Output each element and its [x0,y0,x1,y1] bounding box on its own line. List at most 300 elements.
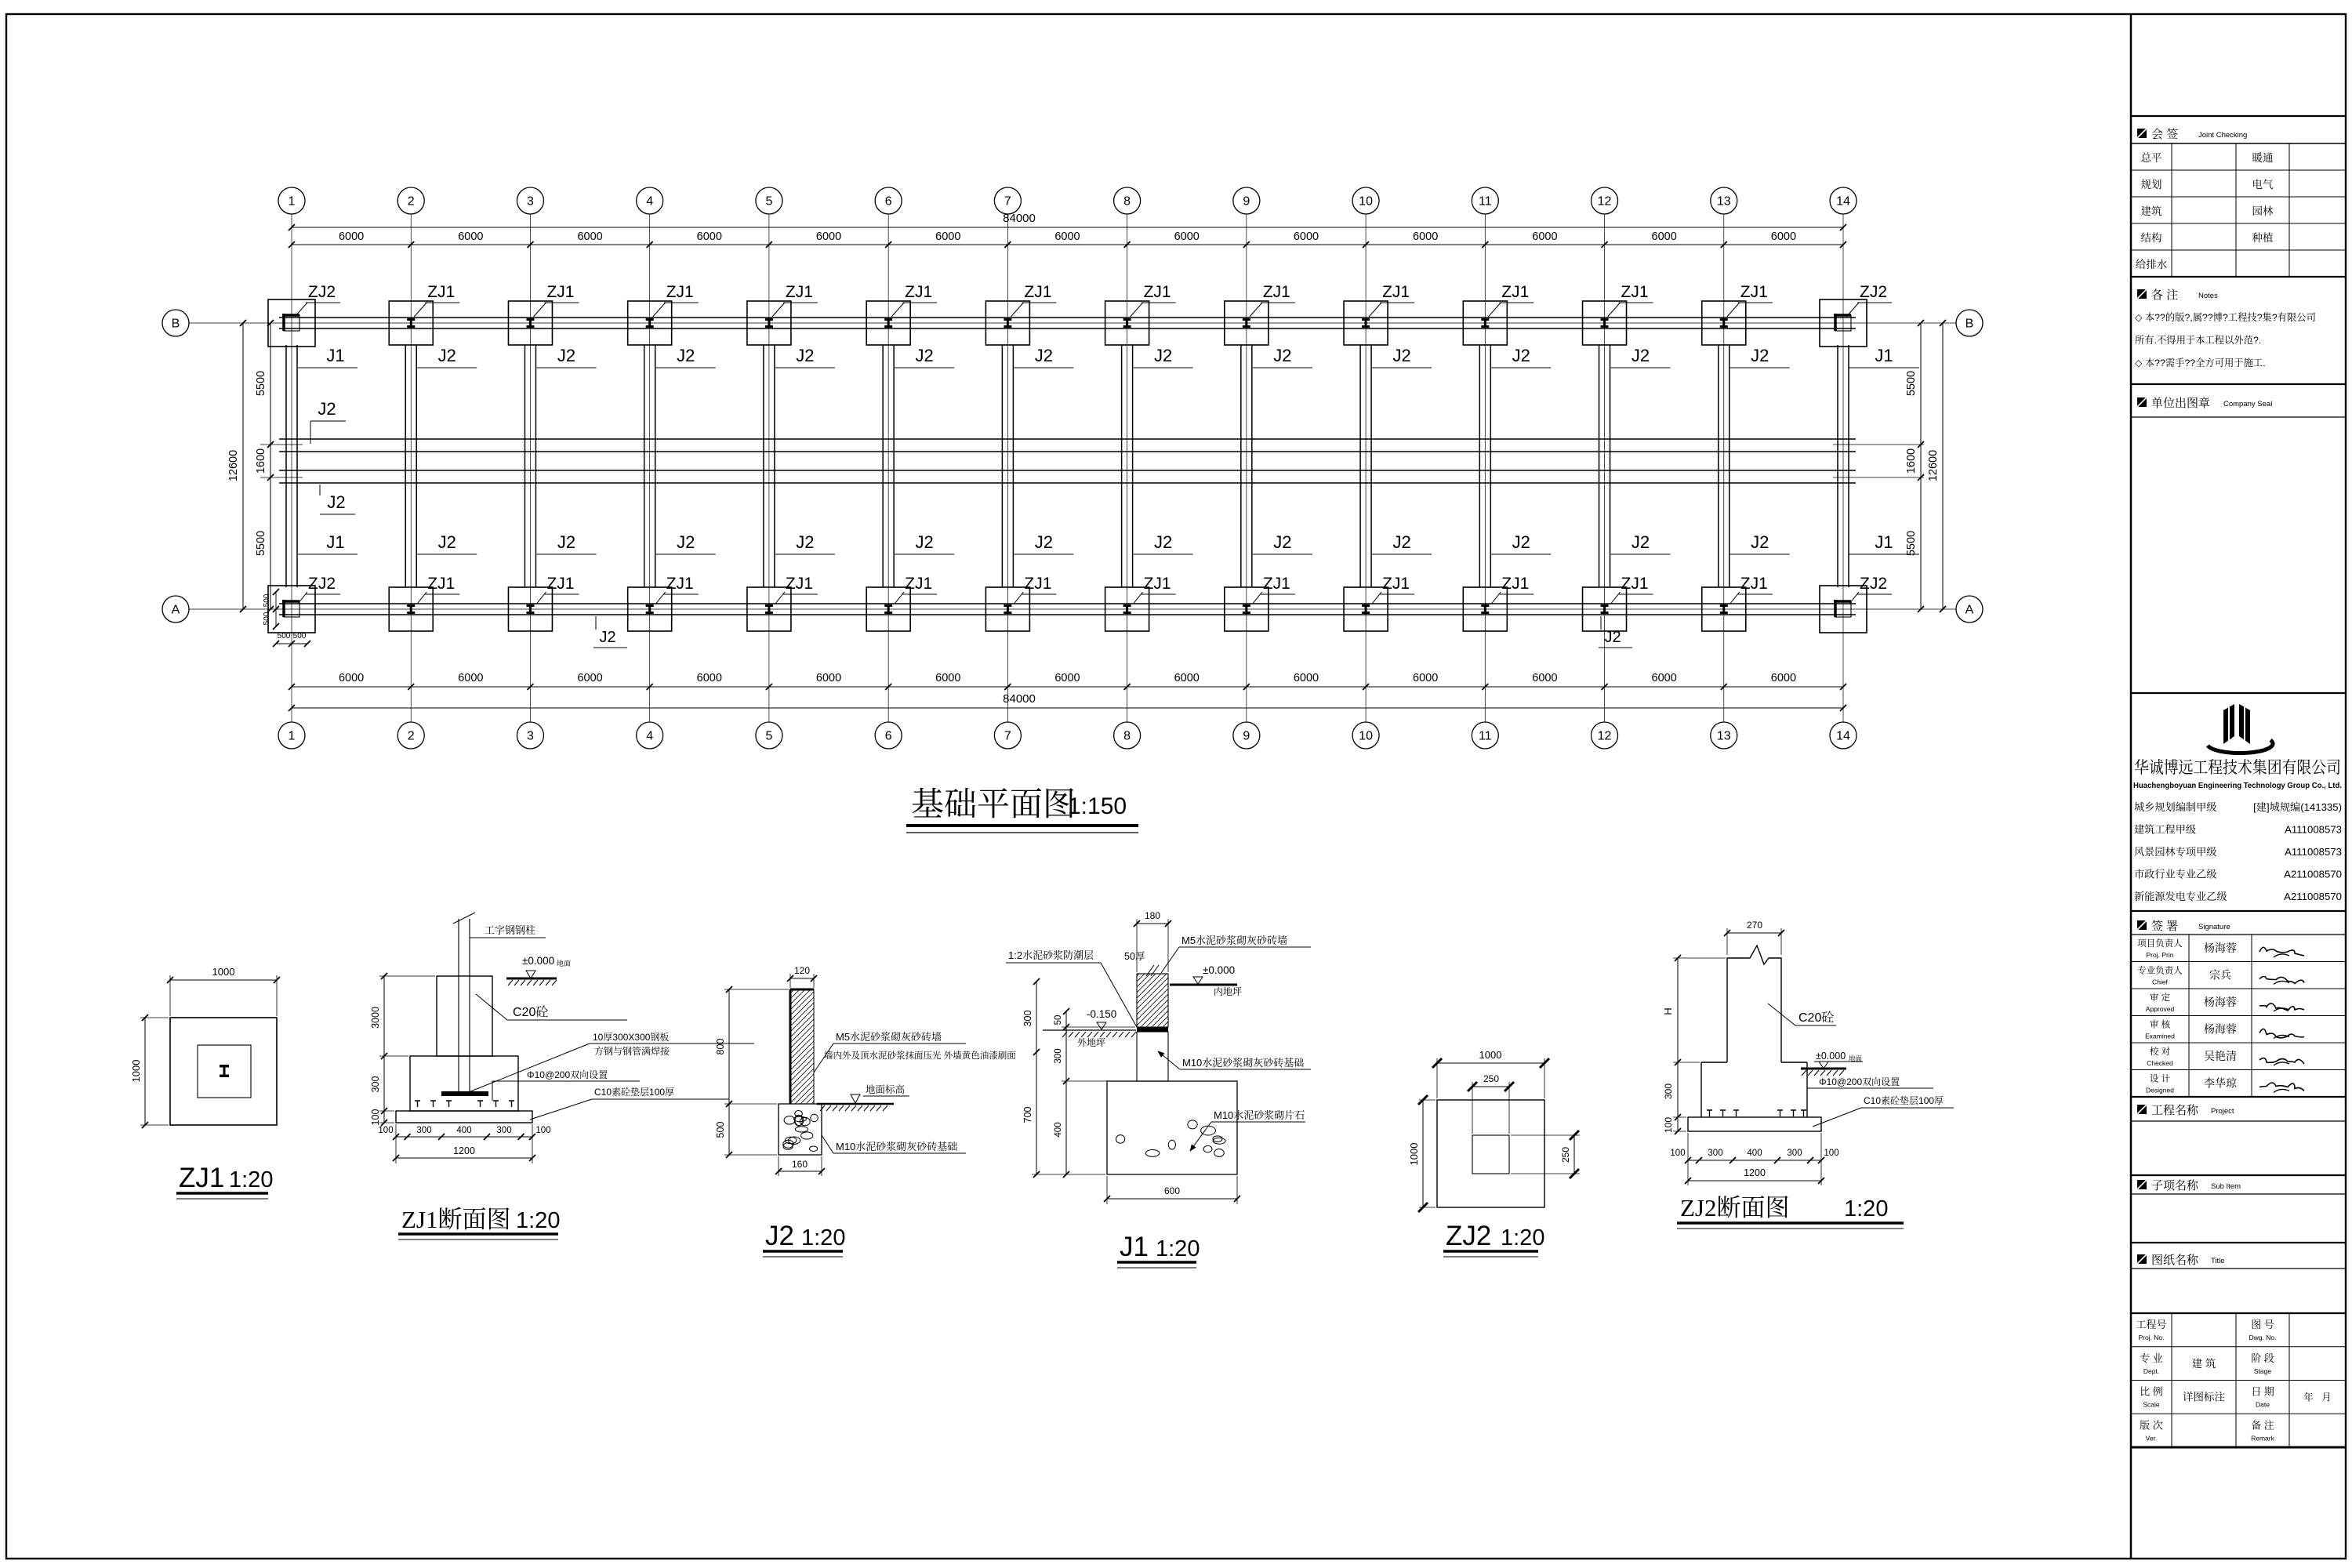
zj2s-bdim-2: 400 [1747,1149,1762,1158]
svg-text:500: 500 [263,593,271,608]
header-seal [2137,396,2272,410]
grid-bubble [1711,722,1737,749]
svg-text:14: 14 [1836,194,1850,209]
label-strip: J2 [1034,532,1054,552]
zj1s-title-scale: 1:20 [516,1208,561,1233]
dim-bay-top: 6000 [458,230,484,243]
label-strip: J2 [1751,532,1769,552]
dim-bay-bottom: 6000 [696,672,722,684]
zj2s-bdim-0: 100 [1670,1149,1686,1158]
zj2s-ann-rebar: Φ10@200双向设置 [1819,1076,1900,1087]
grid-bubble [1592,722,1618,749]
svg-text:1600: 1600 [1905,448,1918,474]
svg-text:签 署: 签 署 [2151,920,2179,933]
label-strip: J2 [1273,532,1292,552]
grid-bubble [1233,187,1260,214]
label-footing: ZJ2 [1860,283,1888,301]
zj2p-title-scale: 1:20 [1501,1225,1545,1250]
label-strip: J1 [326,346,345,365]
dim-bay-bottom: 6000 [935,672,961,684]
qualification-name: 风景园林专项甲级 [2134,846,2217,858]
label-strip: J2 [915,346,934,365]
zj1s-bdim-0: 100 [378,1126,394,1135]
grid-bubble [278,187,305,214]
j1-ann-dpc: 1:2水泥砂浆防潮层 [1008,949,1094,961]
dim-bay-bottom: 6000 [1174,672,1200,684]
dim-bay-top: 6000 [1293,230,1319,243]
j1-dimo-700: 700 [1022,1106,1033,1123]
svg-text:11: 11 [1479,194,1492,209]
label-strip: J1 [1875,532,1893,552]
zj1s-ann-rebar: Φ10@200双向设置 [527,1069,608,1080]
signature-script [2259,1004,2304,1011]
info-label-cn: 比 例 [2140,1385,2163,1398]
svg-text:12600: 12600 [1927,449,1940,482]
joint-check-label: 园林 [2252,205,2274,217]
joint-check-label: 总平 [2140,152,2162,164]
label-corridor: J2 [318,399,336,419]
joint-check-label: 结构 [2140,232,2162,244]
svg-text:Notes: Notes [2198,292,2218,300]
header-signature [2137,920,2230,933]
grid-bubble [278,722,305,749]
notes-line: ◇ 本??的版?,属??博?工程技?集?有限公司 [2135,312,2316,323]
zj2p-dim-w: 1000 [1479,1049,1502,1061]
qualification-code: A211008570 [2284,868,2342,880]
signature-role-en: Designed [2146,1086,2174,1094]
svg-text:11: 11 [1479,729,1492,743]
signature-script [2259,1029,2304,1037]
notes-line: 所有.不得用于本工程以外范?. [2135,335,2262,346]
svg-text:5: 5 [765,729,773,743]
j1-dimi-50: 50 [1054,1014,1063,1025]
svg-text:6: 6 [884,729,892,743]
zj1s-bdim-4: 100 [535,1126,551,1135]
label-strip: J1 [1875,346,1893,365]
zj1s-bdim-2: 400 [456,1126,472,1135]
label-footing: ZJ1 [546,575,575,593]
svg-text:500: 500 [263,612,271,626]
svg-text:1600: 1600 [255,448,267,474]
grid-bubble [162,596,189,622]
svg-text:各 注: 各 注 [2151,289,2179,302]
signature-role-en: Chief [2152,978,2168,986]
dim-bay-bottom: 6000 [1651,672,1677,684]
grid-bubble [994,722,1021,749]
svg-text:子项名称: 子项名称 [2151,1179,2199,1192]
signature-name: 杨海蓉 [2204,996,2237,1008]
label-strip: J2 [1392,532,1411,552]
label-strip: J2 [1751,346,1769,365]
label-footing: ZJ1 [1382,575,1410,593]
sheet-border [6,14,2346,1559]
info-label-cn: 备 注 [2251,1419,2274,1432]
info-label-en: Proj. No. [2138,1334,2165,1341]
svg-text:9: 9 [1243,194,1250,209]
grid-bubble [756,187,782,214]
grid-bubble [1592,187,1618,214]
info-label-cn: 阶 段 [2251,1352,2274,1364]
label-footing: ZJ2 [1860,575,1888,593]
label-footing: ZJ1 [1621,283,1649,301]
dim-bay-bottom: 6000 [338,672,365,684]
j1-ann-stone: M10水泥砂浆砌片石 [1214,1109,1305,1121]
svg-text:Sub Item: Sub Item [2211,1182,2241,1191]
grid-bubble [1956,310,1983,336]
j1-title-scale: 1:20 [1156,1236,1200,1261]
label-footing: ZJ1 [1740,575,1768,593]
label-footing: ZJ1 [666,283,694,301]
signature-role-en: Checked [2147,1059,2173,1067]
label-strip: J1 [326,532,345,552]
dim-bay-top: 6000 [1174,230,1200,243]
qualification-name: 新能源发电专业乙级 [2134,891,2227,902]
label-strip: J2 [796,346,815,365]
grid-bubble [1711,187,1737,214]
j2-ann-wall: M5水泥砂浆砌灰砂砖墙 [836,1031,942,1043]
svg-text:5500: 5500 [1905,530,1918,557]
qualification-code: A111008573 [2285,846,2342,858]
label-strip: J2 [1631,346,1650,365]
detail-zj1-section [370,913,754,1240]
info-label-en: Ver. [2145,1434,2158,1443]
grid-bubble [1233,722,1260,749]
j2-ann-wall2: 墙内外及顶水泥砂浆抹面压光 外墙黄色油漆刷面 [824,1051,1016,1061]
j1-ann-50: 50厚 [1124,951,1145,962]
signature-role-en: Approved [2145,1005,2175,1013]
info-label-en: Stage [2253,1367,2272,1375]
label-strip: J2 [1273,346,1292,365]
zj2s-ann-c20: C20砼 [1798,1011,1835,1025]
label-footing: ZJ1 [1740,283,1768,301]
zj1s-dim-300: 300 [370,1076,381,1093]
company-logo-icon [2208,704,2273,753]
qualification-name: 市政行业专业乙级 [2134,868,2217,880]
zj2s-dim-top: 270 [1746,920,1763,931]
label-footing: ZJ1 [546,283,575,301]
info-value: 建 筑 [2191,1357,2216,1370]
svg-text:3: 3 [527,729,534,743]
dim-bay-top: 6000 [1413,230,1439,243]
dim-bay-top: 6000 [1651,230,1677,243]
label-footing: ZJ1 [1143,283,1171,301]
dim-bay-top: 6000 [577,230,603,243]
svg-text:500: 500 [292,632,307,641]
zj1s-ann-plate2: 方钢与钢管满焊接 [594,1046,670,1057]
qualification-code: A111008573 [2285,823,2342,836]
qualification-name: 建筑工程甲级 [2134,823,2197,836]
grid-bubble [397,722,424,749]
dim-bay-bottom: 6000 [1532,672,1558,684]
info-label-cn: 版 次 [2140,1419,2163,1432]
j1-ann-wall: M5水泥砂浆砌灰砂砖墙 [1181,935,1288,946]
zj2s-dim-100: 100 [1663,1116,1674,1134]
signature-role-en: Examined [2145,1032,2175,1040]
signature-name: 李华琼 [2204,1076,2237,1090]
zj1s-dim-3000: 3000 [370,1007,381,1029]
j1-dimo-300: 300 [1022,1010,1033,1027]
svg-text:工程名称: 工程名称 [2151,1104,2199,1117]
info-label-en: Remark [2251,1434,2274,1443]
label-strip: J2 [1392,346,1411,365]
zj2s-ann-level: ±0.000 [1816,1051,1846,1062]
grid-bubble [1472,187,1498,214]
svg-text:1: 1 [288,729,296,743]
info-label-en: Scale [2143,1400,2160,1409]
zj2s-ann-level-suffix: 地面 [1849,1054,1863,1062]
label-footing: ZJ1 [427,283,456,301]
svg-text:12600: 12600 [227,449,240,482]
svg-text:B: B [171,317,180,331]
joint-check-label: 暖通 [2252,152,2274,164]
svg-text:12: 12 [1597,729,1612,743]
svg-text:9: 9 [1243,729,1250,743]
company-name-cn: 华诚博远工程技术集团有限公司 [2134,758,2341,777]
joint-check-label: 给排水 [2135,259,2168,270]
j2-dim-bottom: 160 [791,1159,808,1170]
dim-bay-top: 6000 [1770,230,1797,243]
steel-column-icon [220,1065,229,1077]
grid-bubble [1114,187,1141,214]
svg-text:13: 13 [1716,194,1731,209]
label-footing: ZJ1 [666,575,694,593]
svg-text:A: A [1965,603,1974,617]
zj2s-dim-300: 300 [1663,1083,1674,1100]
label-strip: J2 [677,346,695,365]
svg-text:7: 7 [1004,194,1011,209]
info-label-cn: 图 号 [2251,1319,2274,1330]
zj2s-bdim-3: 300 [1787,1149,1802,1158]
j2-ann-ground: 地面标高 [866,1084,906,1095]
dim-total-top: 84000 [1003,212,1036,225]
plan-title: 基础平面图 [911,787,1076,823]
svg-text:5500: 5500 [1905,370,1918,397]
grid-bubble [994,187,1021,214]
j1-ann-floor-out: 外地坪 [1077,1037,1106,1048]
signature-role-cn: 审 核 [2149,1020,2171,1030]
zj2s-dim-total: 1200 [1744,1167,1766,1178]
svg-text:Title: Title [2211,1257,2225,1265]
j2-dim-500: 500 [715,1121,726,1138]
info-label-cn: 工程号 [2136,1319,2167,1330]
signature-name: 杨海蓉 [2204,942,2237,954]
info-label-en: Date [2256,1400,2270,1409]
label-footing: ZJ2 [308,575,336,593]
dim-bay-top: 6000 [935,230,961,243]
header-project [2137,1104,2234,1117]
zj1-plan-dim-w: 1000 [212,966,235,978]
joint-check-label: 种植 [2252,232,2274,244]
svg-text:14: 14 [1836,729,1850,743]
svg-text:A: A [171,603,180,617]
svg-text:单位出图章: 单位出图章 [2151,397,2211,410]
header-sheet-title [2137,1254,2225,1267]
svg-text:5500: 5500 [255,530,267,557]
grid-bubble [875,187,902,214]
grid-bubble [637,722,663,749]
svg-text:B: B [1965,317,1974,331]
zj2p-dim-inner: 250 [1483,1073,1500,1084]
label-strip: J2 [1512,532,1530,552]
j1-ann-found: M10水泥砂浆砌灰砂砖基础 [1182,1057,1305,1069]
dim-bay-top: 6000 [815,230,842,243]
svg-text:10: 10 [1359,194,1373,209]
zj1s-title: ZJ1断面图 [401,1206,511,1233]
j1-dimi-300: 300 [1054,1048,1063,1064]
qualification-name: 城乡规划编制甲级 [2134,801,2217,813]
label-strip: J2 [557,532,576,552]
qualification-code: A211008570 [2284,891,2342,902]
plan-title-group [906,787,1138,833]
label-corridor: J2 [327,492,346,512]
info-label-en: Dwg. No. [2249,1334,2277,1341]
dim-bay-top: 6000 [1532,230,1558,243]
svg-text:8: 8 [1123,729,1131,743]
foundation-plan [162,187,1983,749]
j1-dim-bottom: 600 [1163,1185,1181,1196]
svg-text:4: 4 [646,194,654,209]
signature-name: 吴艳清 [2204,1050,2237,1062]
info-value: 详图标注 [2183,1391,2225,1403]
zj1s-bdim-1: 300 [416,1126,432,1135]
j1-title: J1 [1120,1232,1149,1262]
dim-bay-top: 6000 [696,230,722,243]
svg-text:图纸名称: 图纸名称 [2151,1254,2199,1267]
zj1s-ann-level-suffix: 地面 [557,960,572,967]
grid-bubble [1352,722,1379,749]
detail-zj2-plan [1408,1049,1580,1257]
zj1s-ann-plate1: 10厚300X300钢板 [593,1032,670,1043]
j2-title: J2 [765,1221,794,1251]
svg-text:13: 13 [1716,729,1731,743]
svg-text:3: 3 [527,194,534,209]
signature-name: 杨海蓉 [2204,1022,2237,1036]
dim-bay-bottom: 6000 [1770,672,1797,684]
label-footing: ZJ1 [785,575,813,593]
joint-check-label: 规划 [2140,179,2162,191]
label-strip: J2 [437,532,456,552]
grid-bubble [875,722,902,749]
j2-title-scale: 1:20 [801,1225,846,1250]
grid-bubble [397,187,424,214]
zj2p-dim-side: 250 [1560,1146,1571,1163]
zj2p-dim-h: 1000 [1408,1142,1420,1166]
zj2s-dim-H: H [1662,1007,1674,1015]
signature-script [2259,1058,2304,1064]
plan-title-scale: 1:150 [1068,793,1127,819]
zj2s-title: ZJ2断面图 [1680,1194,1790,1221]
svg-text:Joint Checking: Joint Checking [2198,131,2248,140]
label-footing: ZJ1 [1501,575,1530,593]
info-label-cn: 日 期 [2251,1385,2274,1398]
label-strip: J2 [1512,346,1530,365]
zj1s-bdim-3: 300 [496,1126,512,1135]
grid-bubble [517,722,543,749]
dim-bay-bottom: 6000 [1413,672,1439,684]
j1-ann-level-in: ±0.000 [1203,964,1236,976]
svg-text:会 签: 会 签 [2151,128,2179,141]
svg-text:5500: 5500 [255,370,267,397]
j1-ann-floor-in: 内地坪 [1214,986,1243,997]
j2-dim-800: 800 [715,1038,726,1055]
detail-j2-section [715,965,1016,1257]
signature-role-cn: 审 定 [2149,993,2171,1003]
dim-total-bottom: 84000 [1003,692,1036,706]
svg-text:Signature: Signature [2198,923,2230,931]
zj1s-dim-100: 100 [370,1109,381,1126]
zj1s-dim-total: 1200 [453,1145,475,1156]
signature-role-cn: 校 对 [2149,1047,2171,1057]
grid-bubble [1472,722,1498,749]
label-footing: ZJ1 [1262,283,1290,301]
dim-bay-bottom: 6000 [1293,672,1319,684]
label-footing: ZJ1 [785,283,813,301]
grid-bubble [1830,722,1857,749]
svg-text:7: 7 [1004,729,1011,743]
label-footing: ZJ1 [905,283,933,301]
zj1-plan-scale: 1:20 [229,1167,274,1192]
grid-bubble [1114,722,1141,749]
notes-line: ◇ 本??需手??全方可用于施工. [2135,358,2266,368]
label-footing: ZJ2 [308,283,336,301]
svg-text:6: 6 [884,194,892,209]
info-label-cn: 专 业 [2140,1352,2163,1364]
title-block [2131,14,2346,1559]
label-footing: ZJ1 [427,575,456,593]
svg-text:2: 2 [407,729,415,743]
info-label-en: Dept. [2143,1367,2160,1375]
svg-text:Project: Project [2211,1107,2234,1116]
dim-bay-bottom: 6000 [1054,672,1080,684]
label-footing: ZJ1 [1501,283,1530,301]
j1-dimi-400: 400 [1054,1122,1063,1138]
zj1s-ann-column: 工字钢钢柱 [485,924,536,936]
dim-bay-top: 6000 [338,230,365,243]
label-footing: ZJ1 [905,575,933,593]
label-below: J2 [1604,629,1621,646]
grid-bubble [756,722,782,749]
zj2s-bdim-1: 300 [1708,1149,1723,1158]
joint-check-label: 建筑 [2140,205,2162,217]
grid-bubble [1830,187,1857,214]
zj2s-bdim-4: 100 [1824,1149,1839,1158]
info-value: 年 月 [2303,1392,2332,1403]
signature-role-cn: 专业负责人 [2137,966,2183,976]
dim-bay-bottom: 6000 [458,672,484,684]
detail-zj2-section [1662,920,1954,1229]
grid-bubble [637,187,663,214]
j2-ann-found: M10水泥砂浆砌灰砂砖基础 [836,1141,958,1152]
dim-bay-bottom: 6000 [815,672,842,684]
signature-role-cn: 项目负责人 [2137,939,2183,949]
detail-j1-section [1006,910,1311,1268]
svg-text:500: 500 [277,632,291,641]
svg-text:4: 4 [646,729,654,743]
zj2s-title-scale: 1:20 [1844,1196,1889,1221]
label-strip: J2 [557,346,576,365]
dim-bay-bottom: 6000 [577,672,603,684]
label-below: J2 [599,629,616,646]
label-footing: ZJ1 [1621,575,1649,593]
detail-zj1-plan [130,966,280,1199]
svg-text:10: 10 [1359,729,1373,743]
label-footing: ZJ1 [1024,283,1052,301]
header-subitem [2137,1179,2241,1192]
header-notes [2137,289,2218,302]
svg-text:5: 5 [765,194,773,209]
signature-name: 宗兵 [2209,968,2231,982]
label-strip: J2 [437,346,456,365]
